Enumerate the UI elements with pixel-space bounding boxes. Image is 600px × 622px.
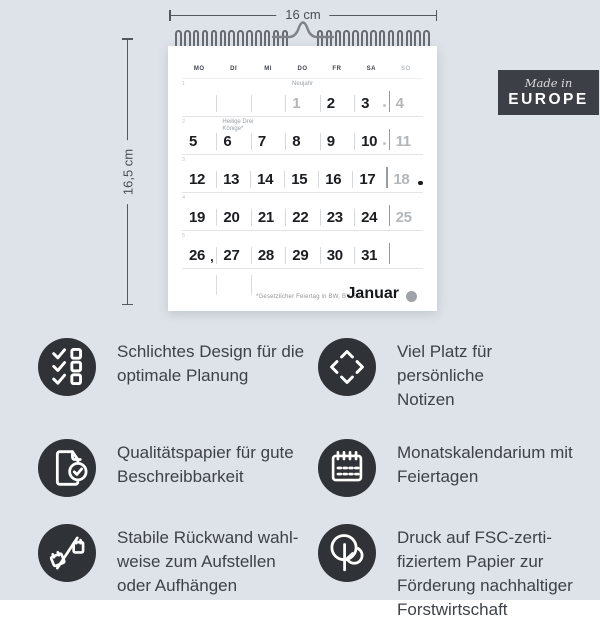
made-in-europe-badge [498,70,599,115]
feature-text-line: Druck auf FSC-zerti- [397,528,552,547]
cell-separator-line [389,91,390,112]
cell-separator-line [320,95,321,112]
date-number: 19 [189,209,206,226]
cell-separator-line [320,133,321,150]
day-header-mo: MO [193,66,205,72]
calendar-day-cell [320,231,354,268]
stand-or-hang-icon [38,524,96,582]
feature-text-line: Notizen [397,390,455,409]
date-number: 8 [292,133,301,150]
date-number: 11 [395,133,411,150]
spiral-loop [388,30,395,46]
week-number: 4 [182,195,186,201]
badge-made-in-text: Made in [524,76,573,90]
calendar-day-cell [352,155,386,192]
calendar-day-cell [320,79,354,116]
calendar-footer [182,268,423,319]
feature-text [117,439,294,489]
spiral-loop [352,30,359,46]
day-header-do: DO [297,66,308,72]
feature-text-line: Stabile Rückwand wahl- [117,528,299,547]
date-number: 9 [326,133,335,150]
spiral-loop [228,30,235,46]
calendar-day-cell [354,117,388,154]
calendar-day-cell [251,193,285,230]
calendar-day-cell [285,117,319,154]
cell-separator-line [251,247,252,264]
calendar-day-cell [216,155,250,192]
calendar-day-cell [182,155,216,192]
spiral-loop [335,30,342,46]
cell-separator-line [285,247,286,264]
footer-separator-line [216,275,217,295]
feature-item [318,524,583,622]
date-number: 15 [291,171,308,188]
feature-item [318,338,583,412]
checklist-icon [38,338,96,396]
calendar-day-cell [320,117,354,154]
cell-separator-line [320,247,321,264]
calendar-day-cell [182,231,216,268]
cell-separator-line [352,171,353,188]
cell-separator-line [354,247,355,264]
feature-text-line: Feiertagen [397,467,479,486]
date-number: 17 [359,171,376,188]
calendar-day-cell [389,117,423,154]
date-number: 12 [189,171,206,188]
feature-text-line: Schlichtes Design für die [117,342,305,361]
calendar-day-cell [389,79,423,116]
date-number: 2 [326,95,335,112]
feature-list [38,338,583,622]
moon-phase-mark [418,181,423,186]
calendar-day-cell [251,231,285,268]
date-number: 3 [361,95,370,112]
calendar-day-cell [285,231,319,268]
badge-europe-text: EUROPE [508,91,589,108]
calendar-week-row [182,230,423,268]
date-number: 10 [361,133,378,150]
calendar-weeks [182,78,423,268]
calendar-day-cell [182,79,216,116]
feature-icon-circle [318,439,376,497]
spiral-loop [202,30,209,46]
date-number: 26 [189,247,206,264]
cell-separator-line [389,243,390,264]
width-dimension-line [169,7,437,22]
height-dimension-line [120,38,136,305]
feature-icon-circle [38,439,96,497]
moon-phase-mark [383,142,386,145]
spiral-loop [184,30,191,46]
feature-icon-circle [38,338,96,396]
cell-separator-line [216,247,217,264]
date-number: 27 [223,247,240,264]
feature-item [38,524,318,622]
month-title: Januar [346,285,399,302]
feature-text-line: oder Aufhängen [117,576,238,595]
spiral-loop [175,30,182,46]
calendar-week-row [182,116,423,154]
cell-separator-line [284,171,285,188]
day-header-di: DI [230,66,238,72]
date-number: 29 [292,247,309,264]
feature-text [117,338,304,388]
calendar-day-cell [389,193,423,230]
spiral-loop [379,30,386,46]
calendar-day-cell [251,117,285,154]
feature-text [397,338,583,412]
hanger-hook-icon [271,20,335,40]
calendar-day-cell [250,155,284,192]
week-number: 3 [182,157,186,163]
feature-icon-circle [318,338,376,396]
feature-icon-circle [38,524,96,582]
date-number: 23 [326,209,343,226]
cell-separator-line [386,167,387,188]
feature-icon-circle [318,524,376,582]
feature-text [117,524,298,598]
date-number: 22 [292,209,309,226]
calendar-page [168,46,437,311]
spiral-loop [220,30,227,46]
cell-separator-line [216,133,217,150]
date-number: 16 [325,171,342,188]
calendar-day-cell [320,193,354,230]
cell-separator-line [389,205,390,226]
calendar-day-cell [216,79,250,116]
holiday-label: Heilige Drei Könige* [222,119,254,132]
calendar-day-cell [284,155,318,192]
width-dimension-label: 16 cm [276,7,329,22]
feature-text [397,524,573,622]
cell-separator-line [285,209,286,226]
publisher-logo [406,291,417,302]
calendar-day-cell [251,79,285,116]
spiral-loop [211,30,218,46]
calendar-week-row [182,192,423,230]
holiday-footnote: *Gesetzlicher Feiertag in BW, BY, ST [256,294,362,300]
feature-text-line: fiziertem Papier zur [397,552,544,571]
cell-separator-line [320,209,321,226]
cell-separator-line [389,129,390,150]
day-header-so: SO [400,66,411,72]
calendar-week-row [182,78,423,116]
feature-text-line: optimale Planung [117,366,249,385]
date-number: 1 [292,95,301,112]
feature-text-line: Forstwirtschaft [397,600,508,619]
date-number: 21 [257,209,274,226]
feature-text-line: Monatskalendarium mit [397,443,573,462]
date-number: 4 [395,95,404,112]
cell-separator-line [318,171,319,188]
wall-calendar [168,30,437,312]
feature-text-line: Viel Platz für persönliche [397,342,493,385]
date-number: 14 [257,171,274,188]
calendar-day-cell [285,79,319,116]
spiral-loop [246,30,253,46]
calendar-day-cell [354,79,388,116]
feature-item [38,439,318,497]
spiral-loop [406,30,413,46]
cell-separator-line [216,95,217,112]
feature-text-line: Beschreibbarkeit [117,467,244,486]
calendar-day-cell [216,193,250,230]
calendar-day-cell [216,231,250,268]
feature-text [397,439,573,489]
spiral-loop [361,30,368,46]
feature-text-line: weise zum Aufstellen [117,552,276,571]
calendar-grid-icon [318,439,376,497]
feature-text-line: Qualitätspapier für gute [117,443,294,462]
date-number: 13 [223,171,240,188]
calendar-week-row [182,154,423,192]
spiral-loop [193,30,200,46]
date-number: 7 [257,133,266,150]
feature-item [318,439,583,497]
cell-separator-line [354,209,355,226]
date-number: 24 [361,209,378,226]
spiral-loop [264,30,271,46]
cell-separator-line [251,133,252,150]
day-header-sa: SA [366,66,377,72]
holiday-label: Neujahr [291,81,313,87]
expand-arrows-icon [318,338,376,396]
calendar-day-cell [354,193,388,230]
moon-phase-mark [383,104,386,107]
spiral-loop [255,30,262,46]
date-number: 30 [326,247,343,264]
cell-separator-line [285,133,286,150]
week-number: 2 [182,119,186,125]
tree-icon [318,524,376,582]
footer-separator-line [251,275,252,295]
calendar-day-cell [386,155,423,192]
spiral-binding [168,30,437,60]
date-number: 25 [395,209,412,226]
cell-separator-line [285,95,286,112]
calendar-day-cell [216,117,254,154]
spiral-loop [423,30,430,46]
spiral-loop [414,30,421,46]
calendar-day-cell [354,231,388,268]
cell-separator-line [354,133,355,150]
date-number: 6 [223,133,232,150]
paper-check-icon [38,439,96,497]
day-header-mi: MI [264,66,272,72]
calendar-day-cell [318,155,352,192]
spiral-loop [397,30,404,46]
cell-separator-line [216,209,217,226]
cell-separator-line [251,209,252,226]
calendar-day-cell [182,117,216,154]
feature-text-line: Förderung nachhaltiger [397,576,573,595]
date-number: 20 [223,209,240,226]
week-number: 1 [182,81,186,87]
cell-separator-line [216,171,217,188]
calendar-day-cell [285,193,319,230]
cell-separator-line [250,171,251,188]
spiral-loop [370,30,377,46]
calendar-day-cell [389,231,423,268]
date-number: 5 [189,133,198,150]
height-dimension-label: 16,5 cm [121,139,136,203]
spiral-loop [237,30,244,46]
moon-phase-mark: , [210,249,214,264]
cell-separator-line [354,95,355,112]
cell-separator-line [251,95,252,112]
week-number: 5 [182,233,186,239]
day-header-fr: FR [332,66,342,72]
date-number: 18 [393,171,410,188]
feature-item [38,338,318,412]
spiral-loop [343,30,350,46]
date-number: 28 [257,247,274,264]
calendar-day-cell [182,193,216,230]
date-number: 31 [361,247,378,264]
